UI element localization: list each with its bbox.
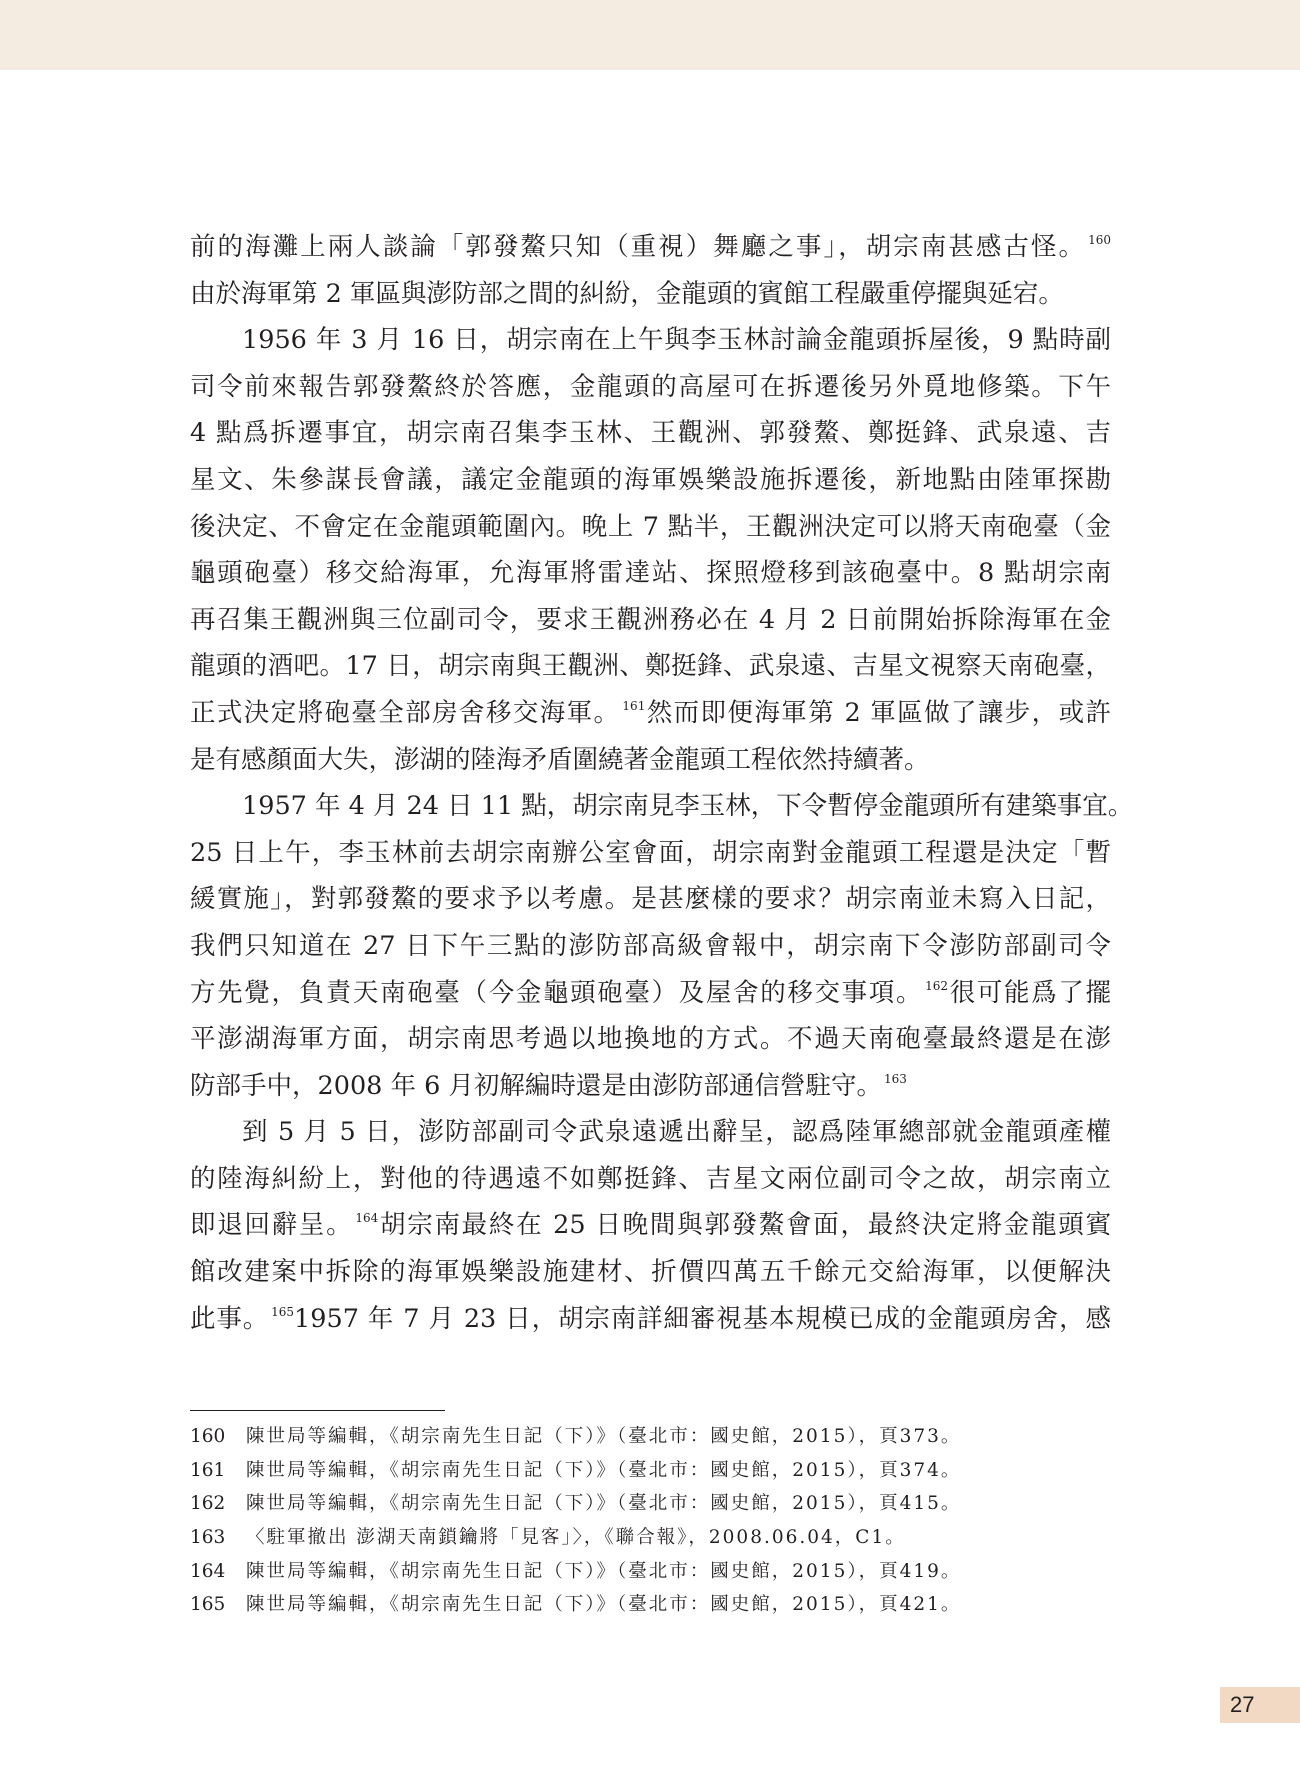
text-line: 後決定、不會定在金龍頭範圍內。晚上 7 點半，王觀洲決定可以將天南砲臺（金 (190, 511, 1111, 542)
footnote-text: 陳世局等編輯，《胡宗南先生日記（下）》（臺北市：國史館，2015），頁419。 (246, 1560, 962, 1582)
text-line: 方先覺，負責天南砲臺（今金龜頭砲臺）及屋舍的移交事項。 $^{162}$很可能爲了擺 (190, 977, 1111, 1008)
footnote-number: 161 (190, 1459, 226, 1481)
text-line: 由於海軍第 2 軍區與澎防部之間的糾紛，金龍頭的賓館工程嚴重停擺與延宕。 (190, 278, 1064, 309)
text-line: 館改建案中拆除的海軍娛樂設施建材、折價四萬五千餘元交給海軍，以便解決 (190, 1257, 1111, 1288)
footnote (190, 1588, 1110, 1622)
footnote-number: 165 (190, 1594, 226, 1616)
text-line: 我們只知道在 27 日下午三點的澎防部高級會報中，胡宗南下令澎防部副司令 (190, 930, 1111, 961)
footnote (190, 1521, 1110, 1555)
footnote (190, 1420, 1110, 1454)
footnote-text: 陳世局等編輯，《胡宗南先生日記（下）》（臺北市：國史館，2015），頁374。 (246, 1459, 962, 1481)
footnote-number: 162 (190, 1493, 226, 1515)
text-line: 到 5 月 5 日，澎防部副司令武泉遠遞出辭呈，認爲陸軍總部就金龍頭產權 (242, 1117, 1111, 1148)
text-line: 前的海灘上兩人談論「郭發鰲只知（重視）舞廳之事」，胡宗南甚感古怪。 $^{160}$ (190, 232, 1111, 262)
page-number: 27 (1230, 1692, 1255, 1717)
text-line: 星文、朱參謀長會議，議定金龍頭的海軍娛樂設施拆遷後，新地點由陸軍探勘 (190, 464, 1111, 495)
text-line: 4 點爲拆遷事宜，胡宗南召集李玉林、王觀洲、郭發鰲、鄭挺鋒、武泉遠、吉 (190, 418, 1111, 449)
text-line: 平澎湖海軍方面，胡宗南思考過以地換地的方式。不過天南砲臺最終還是在澎 (190, 1024, 1111, 1055)
text-line: 龜頭砲臺）移交給海軍，允海軍將雷達站、探照燈移到該砲臺中。8 點胡宗南 (190, 558, 1111, 589)
text-line: 再召集王觀洲與三位副司令，要求王觀洲務必在 4 月 2 日前開始拆除海軍在金 (190, 604, 1111, 635)
text-line: 即退回辭呈。 $^{164}$胡宗南最終在 25 日晚間與郭發鰲會面，最終決定將金龍頭賓 (190, 1210, 1111, 1241)
footnote-ref[interactable]: 161 (622, 698, 646, 713)
text-line: 此事。 $^{165}$1957 年 7 月 23 日，胡宗南詳細審視基本規模已成的金龍頭房舍，感 (190, 1303, 1111, 1334)
text-line: 正式決定將砲臺全部房舍移交海軍。 $^{161}$然而即便海軍第 2 軍區做了讓步，或許 (190, 697, 1111, 728)
text-line: 1957 年 4 月 24 日 11 點，胡宗南見李玉林，下令暫停金龍頭所有建築事宜。 (242, 791, 1134, 822)
footnote-number: 163 (190, 1527, 226, 1549)
footnote (190, 1454, 1110, 1488)
footnote-ref[interactable]: 162 (925, 978, 949, 993)
footnote-ref[interactable]: 163 (883, 1071, 907, 1086)
footnote-ref[interactable]: 164 (355, 1211, 379, 1226)
footnote (190, 1555, 1110, 1589)
text-line: 1956 年 3 月 16 日，胡宗南在上午與李玉林討論金龍頭拆屋後，9 點時副 (242, 325, 1111, 356)
footnote-number: 160 (190, 1426, 226, 1447)
page-header-band (0, 0, 1300, 70)
footnote-ref[interactable]: 160 (1088, 233, 1111, 247)
text-line: 司令前來報告郭發鰲終於答應，金龍頭的高屋可在拆遷後另外覓地修築。下午 (190, 371, 1111, 402)
footnote-text: 陳世局等編輯，《胡宗南先生日記（下）》（臺北市：國史館，2015），頁415。 (246, 1493, 962, 1515)
text-line: 25 日上午，李玉林前去胡宗南辦公室會面，胡宗南對金龍頭工程還是決定「暫 (190, 837, 1111, 868)
text-line: 緩實施」，對郭發鰲的要求予以考慮。是甚麼樣的要求？胡宗南並未寫入日記， (190, 884, 1111, 915)
footnote-text: 陳世局等編輯，《胡宗南先生日記（下）》（臺北市：國史館，2015），頁373。 (246, 1426, 962, 1447)
text-line: 防部手中，2008 年 6 月初解編時還是由澎防部通信營駐守。 $^{163}$ (190, 1070, 907, 1101)
footnote-text: 〈駐軍撤出 澎湖天南鎖鑰將「見客」〉，《聯合報》，2008.06.04，C1。 (246, 1527, 906, 1549)
footnotes (190, 1420, 1110, 1622)
footnote (190, 1487, 1110, 1521)
text-line: 龍頭的酒吧。17 日，胡宗南與王觀洲、鄭挺鋒、武泉遠、吉星文視察天南砲臺， (190, 651, 1111, 682)
footnote-divider (190, 1410, 445, 1411)
text-line: 是有感顏面大失，澎湖的陸海矛盾圍繞著金龍頭工程依然持續著。 (190, 744, 930, 775)
text-line: 的陸海糾紛上，對他的待遇遠不如鄭挺鋒、吉星文兩位副司令之故，胡宗南立 (190, 1163, 1111, 1194)
footnote-text: 陳世局等編輯，《胡宗南先生日記（下）》（臺北市：國史館，2015），頁421。 (246, 1594, 962, 1616)
footnote-ref[interactable]: 165 (271, 1304, 295, 1319)
footnote-number: 164 (190, 1560, 226, 1582)
body-text (190, 224, 1134, 1342)
